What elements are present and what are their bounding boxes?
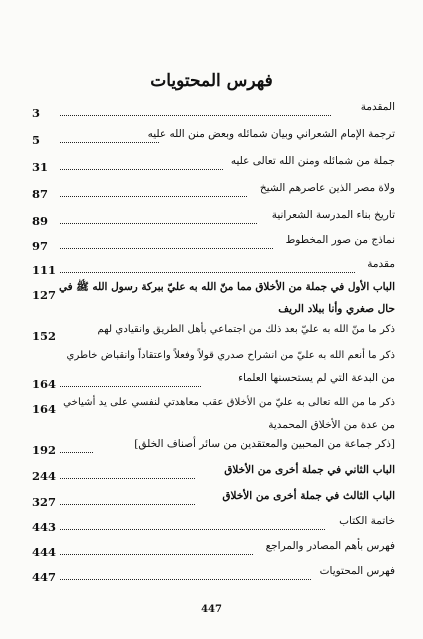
toc-entry-text-line1: الباب الأول في جملة من الأخلاق مما منّ الله به عليّ ببركة رسول الله ﷺ في	[58, 281, 395, 293]
toc-entry-page: 127	[32, 288, 57, 302]
toc-entry-page: 5	[32, 133, 41, 147]
toc-entry-text: ذكر ما منّ الله به عليّ بعد ذلك من اجتماعي بأهل الطريق وانقيادي لهم	[97, 324, 395, 335]
toc-entry-text: الباب الثاني في جملة أخرى من الأخلاق	[224, 464, 395, 476]
toc-entry-text: فهرس بأهم المصادر والمراجع	[265, 540, 395, 552]
toc-entry-text-line2: حال صغري وأنا ببلاد الريف	[278, 303, 395, 315]
toc-entry-text: جملة من شمائله ومنن الله تعالى عليه	[230, 155, 395, 167]
toc-entry-text-line1: ذكر ما أنعم الله به عليّ من انشراح صدري قولاً وفعلاً واعتقاداً وانقباض خاطري	[66, 350, 395, 361]
toc-entry	[32, 437, 395, 457]
page-title: فهرس المحتويات	[150, 71, 273, 91]
toc-entry-page: 192	[32, 443, 57, 457]
toc-entry	[32, 396, 395, 438]
toc-entry-page: 164	[32, 402, 57, 416]
leader-dots	[60, 529, 325, 530]
toc-entry-page: 87	[32, 187, 49, 201]
leader-dots	[60, 248, 273, 249]
toc-entry	[32, 349, 395, 391]
toc-entry	[32, 514, 395, 534]
leader-dots	[60, 579, 311, 580]
toc-entry-page: 447	[32, 570, 57, 584]
leader-dots	[60, 386, 201, 387]
toc-entry-text: الباب الثالث في جملة أخرى من الأخلاق	[222, 490, 395, 502]
toc-entry	[32, 127, 395, 147]
toc-entry-page: 152	[32, 329, 57, 343]
toc-entry	[32, 564, 395, 584]
toc-entry	[32, 323, 395, 343]
toc-entry-page: 444	[32, 545, 57, 559]
leader-dots	[60, 142, 159, 143]
toc-entry-page: 3	[32, 106, 41, 120]
leader-dots	[60, 196, 247, 197]
leader-dots	[60, 223, 257, 224]
page-number: 447	[201, 604, 222, 615]
toc-entry-page: 97	[32, 239, 49, 253]
toc-entry-text: فهرس المحتويات	[319, 565, 395, 577]
toc-entry	[32, 233, 395, 253]
toc-entry-text: مقدمة	[367, 258, 395, 270]
toc-entry	[32, 280, 395, 322]
toc-entry-text: [ذكر جماعة من المحبين والمعتقدين من سائر أصناف الخلق]	[134, 438, 395, 450]
toc-entry-page: 89	[32, 214, 49, 228]
toc-entry-text: نماذج من صور المخطوط	[285, 234, 395, 246]
leader-dots	[60, 272, 355, 273]
leader-dots	[60, 478, 195, 479]
leader-dots	[60, 554, 253, 555]
toc-entry-text: خاتمة الكتاب	[339, 515, 395, 527]
toc-entry-text-line2: من عدة من الأخلاق المحمدية	[268, 419, 395, 431]
leader-dots	[60, 115, 331, 116]
toc-entry	[32, 154, 395, 174]
toc-entry-text: ترجمة الإمام الشعراني وبيان شمائله وبعض منن الله عليه	[147, 128, 395, 140]
toc-entry-page: 164	[32, 377, 57, 391]
toc-entry	[32, 463, 395, 483]
toc-entry-page: 327	[32, 495, 57, 509]
toc-entry	[32, 100, 395, 120]
toc-entry-page: 111	[32, 263, 57, 277]
toc-entry-text-line2: من البدعة التي لم يستحسنها العلماء	[238, 372, 395, 384]
toc-entry	[32, 257, 395, 277]
leader-dots	[60, 504, 195, 505]
toc-entry-page: 244	[32, 469, 57, 483]
toc-entry-text: تاريخ بناء المدرسة الشعرانية	[271, 209, 395, 221]
leader-dots	[60, 452, 93, 453]
toc-entry-text: ولاة مصر الذين عاصرهم الشيخ	[259, 182, 395, 194]
toc-entry-page: 443	[32, 520, 57, 534]
toc-entry	[32, 208, 395, 228]
toc-entry-text-line1: ذكر ما من الله تعالى به عليّ من الأخلاق عقب معاهدتي لنفسي على يد أشياخي	[63, 397, 395, 408]
toc-entry-page: 31	[32, 160, 49, 174]
toc-entry	[32, 489, 395, 509]
toc-entry-text: المقدمة	[360, 101, 395, 113]
toc-entry	[32, 539, 395, 559]
leader-dots	[60, 169, 223, 170]
toc-entry	[32, 181, 395, 201]
